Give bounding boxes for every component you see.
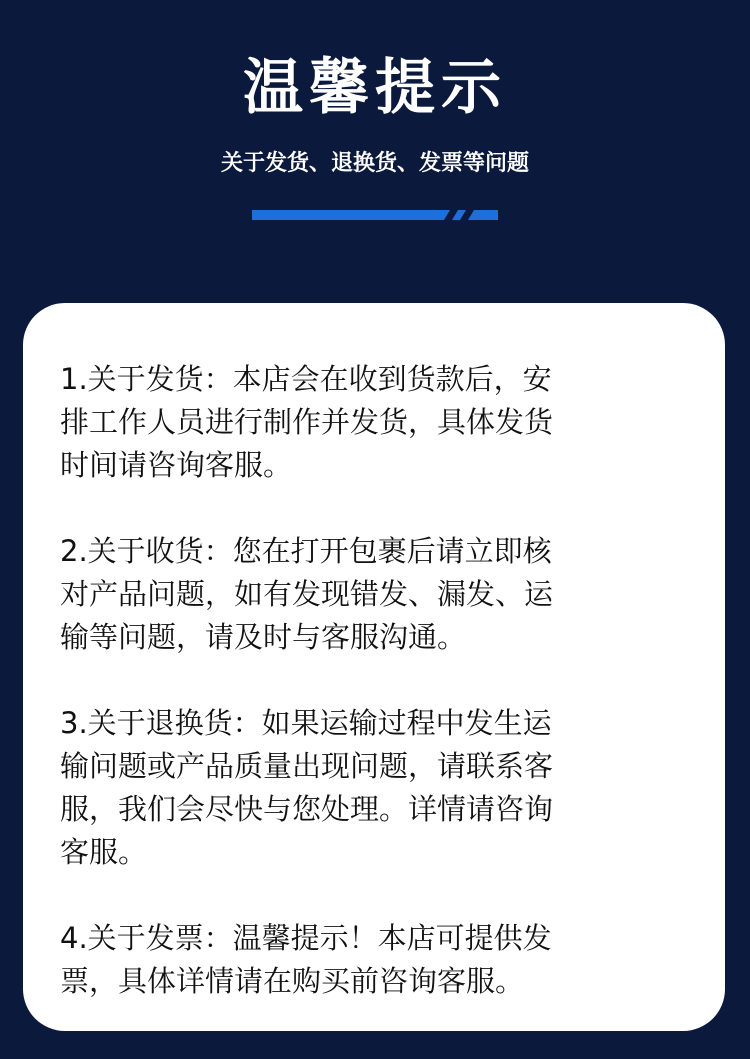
- page-title: 温馨提示: [243, 53, 507, 123]
- notice-invoice: 4.关于发票：温馨提示！本店可提供发 票，具体详情请在购买前咨询客服。: [60, 921, 552, 998]
- notice-list: [60, 358, 680, 1003]
- accent-bar-slash-2: [468, 210, 498, 220]
- accent-bar-main: [252, 210, 450, 220]
- accent-bar-slash-1: [452, 210, 466, 220]
- accent-bar: [252, 210, 498, 220]
- notice-returns: 3.关于退换货：如果运输过程中发生运 输问题或产品质量出现问题，请联系客 服，我们会尽快与您处理。详情请咨询 客服。: [60, 706, 554, 869]
- notice-shipping: 1.关于发货：本店会在收到货款后，安 排工作人员进行制作并发货，具体发货 时间请咨询客服。: [60, 362, 554, 482]
- page-subtitle: 关于发货、退换货、发票等问题: [220, 151, 529, 176]
- notice-receiving: 2.关于收货：您在打开包裹后请立即核 对产品问题，如有发现错发、漏发、运 输等问题，请及时与客服沟通。: [60, 534, 554, 654]
